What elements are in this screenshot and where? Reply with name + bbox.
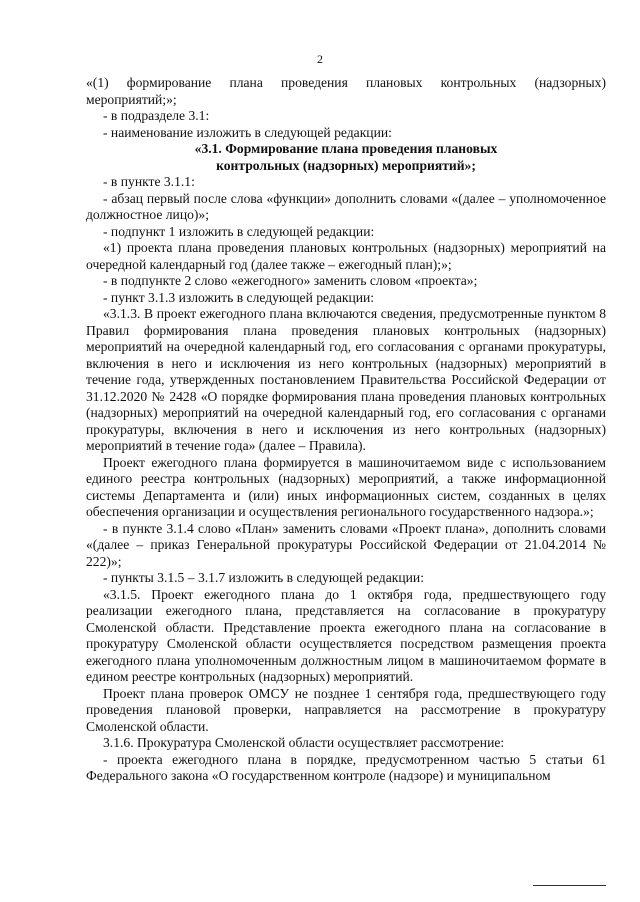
paragraph: - в пункте 3.1.4 слово «План» заменить словами «Проект плана», дополнить словами «(далее – приказ Генеральной прокуратуры Российской Федерации от 21.04.2014 № 222)»; [86,520,606,569]
paragraph: - проекта ежегодного плана в порядке, предусмотренном частью 5 статьи 61 Федерального закона «О государственном контроле (надзоре) и муниципальном [86,751,606,783]
document-body [86,75,606,785]
paragraph: - в пункте 3.1.1: [103,174,195,189]
paragraph: «3.1.5. Проект ежегодного плана до 1 октября года, предшествующего году реализации ежегодного плана, представляется на согласование в прокуратуру Смоленской области. Представление проекта ежегодного плана на согласование в прокуратуру Смоленской области осуществляется посредством размещения проекта ежегодного плана уполномоченным должностным лицом в машиночитаемом формате в едином реестре контрольных (надзорных) мероприятий. [86,586,606,684]
section-heading-line: «3.1. Формирование плана проведения плановых [194,141,498,156]
paragraph: - в подпункте 2 слово «ежегодного» заменить словом «проекта»; [103,273,478,288]
paragraph: - абзац первый после слова «функции» дополнить словами «(далее – уполномоченное должностное лицо)»; [86,190,606,222]
paragraph: Проект плана проверок ОМСУ не позднее 1 сентября года, предшествующего году проведения плановой проверки, направляется на рассмотрение в прокуратуру Смоленской области. [86,685,606,734]
paragraph: «(1) формирование плана проведения плановых контрольных (надзорных) мероприятий;»; [86,75,606,107]
paragraph: - подпункт 1 изложить в следующей редакции: [103,223,375,239]
section-heading [86,141,606,174]
paragraph: 3.1.6. Прокуратура Смоленской области осуществляет рассмотрение: [103,735,505,750]
page-number: 2 [317,52,323,66]
footer-rule [533,885,606,886]
paragraph: - пункты 3.1.5 – 3.1.7 изложить в следующей редакции: [103,570,424,585]
paragraph: - в подразделе 3.1: [103,108,210,123]
paragraph: - наименование изложить в следующей редакции: [103,124,392,140]
paragraph: «3.1.3. В проект ежегодного плана включаются сведения, предусмотренные пунктом 8 Правил формирования плана проведения плановых контрольных (надзорных) мероприятий на очередной календарный год, его согласования с органами прокуратуры, включения в него и исключения из него контрольных (надзорных) мероприятий в течение года, утвержденных постановлением Правительства Российской Федерации от 31.12.2020 № 2428 «О порядке формирования плана проведения плановых контрольных (надзорных) мероприятий на очередной календарный год, его согласования с органами прокуратуры, включения в него и исключения из него контрольных (надзорных) мероприятий в течение года» (далее – Правила). [86,306,606,453]
section-heading-line: контрольных (надзорных) мероприятий»; [216,157,476,173]
paragraph: Проект ежегодного плана формируется в машиночитаемом виде с использованием единого реестра контрольных (надзорных) мероприятий, а также информационной системы Департамента и (или) иных информационных систем, созданных в целях обеспечения организации и осуществления регионального государственного надзора.»; [86,454,606,519]
paragraph: - пункт 3.1.3 изложить в следующей редакции: [103,289,375,305]
paragraph: «1) проекта плана проведения плановых контрольных (надзорных) мероприятий на очередной календарный год (далее также – ежегодный план);»; [86,240,606,272]
